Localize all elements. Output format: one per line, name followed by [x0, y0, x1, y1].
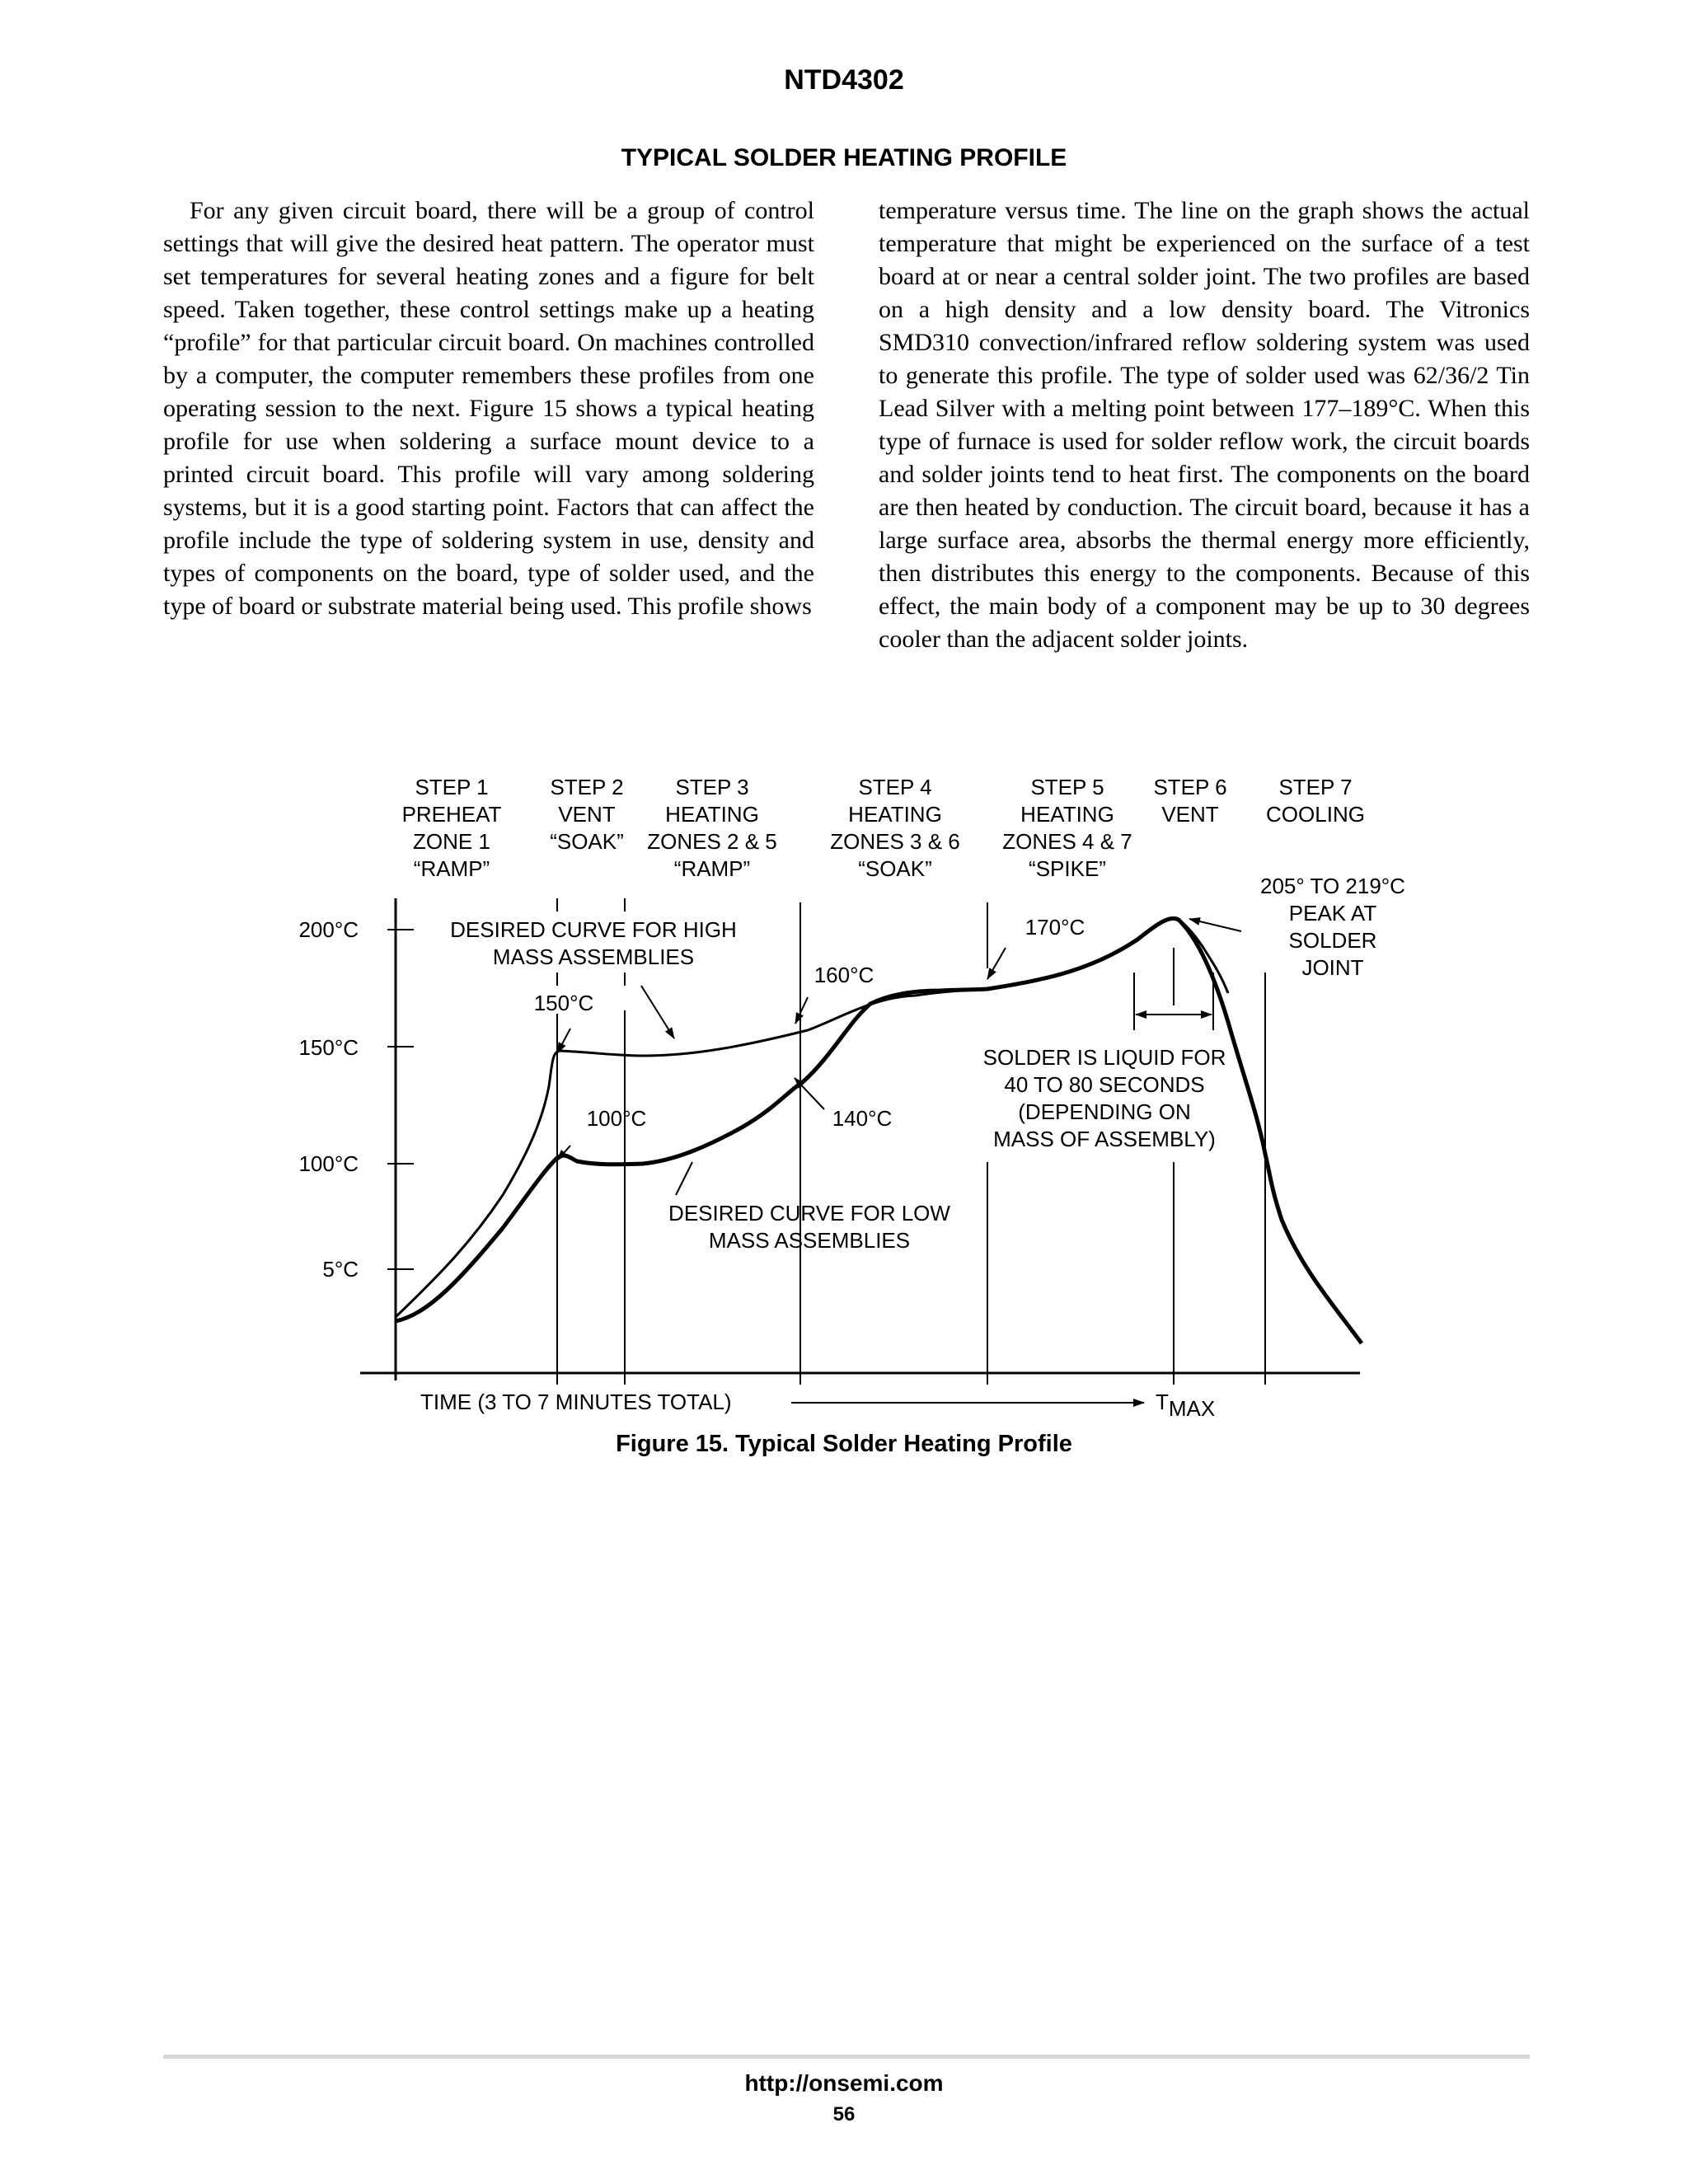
body-column-right — [879, 194, 1530, 656]
step-4-line-2: HEATING — [848, 802, 942, 827]
step-3-line-3: ZONES 2 & 5 — [647, 829, 777, 854]
step-5-line-1: STEP 5 — [1030, 775, 1104, 799]
step-7-line-2: COOLING — [1266, 802, 1365, 827]
step-5-line-2: HEATING — [1020, 802, 1114, 827]
high-mass-label-1: DESIRED CURVE FOR HIGH — [450, 917, 737, 942]
step-3-line-2: HEATING — [665, 802, 759, 827]
low-mass-leader — [676, 1162, 692, 1195]
tmax-label — [1156, 1390, 1215, 1421]
high-mass-arrow — [641, 986, 674, 1038]
step-5-line-3: ZONES 4 & 7 — [1002, 829, 1132, 854]
step-3-line-4: “RAMP” — [673, 856, 751, 881]
y-axis-ticks — [298, 917, 359, 1282]
t140-arrow — [795, 1078, 824, 1109]
footer-divider — [163, 2055, 1530, 2059]
step-6-line-1: STEP 6 — [1153, 775, 1227, 799]
step-4-line-1: STEP 4 — [858, 775, 932, 799]
t150-arrow — [557, 1029, 570, 1053]
temp-170-label: 170°C — [1025, 915, 1085, 940]
step-5-line-4: “SPIKE” — [1029, 856, 1106, 881]
y-tick-150: 150°C — [298, 1035, 359, 1060]
liquid-label-4: MASS OF ASSEMBLY) — [993, 1127, 1216, 1151]
page-number: 56 — [832, 2103, 856, 2125]
liquid-label-3: (DEPENDING ON — [1018, 1099, 1191, 1124]
peak-label-2: PEAK AT — [1288, 901, 1377, 926]
step-4-line-3: ZONES 3 & 6 — [830, 829, 960, 854]
peak-arrow — [1189, 919, 1241, 931]
body-column-left — [163, 194, 814, 623]
high-mass-label-2: MASS ASSEMBLIES — [492, 944, 695, 969]
tmax-main: T — [1156, 1390, 1169, 1414]
annotations — [450, 874, 1405, 1253]
temp-150-label: 150°C — [533, 991, 594, 1015]
t160-arrow — [795, 997, 808, 1024]
peak-label-3: SOLDER — [1288, 928, 1377, 953]
peak-label-4: JOINT — [1301, 955, 1364, 980]
step-2-line-3: “SOAK” — [550, 829, 624, 854]
y-tick-100: 100°C — [298, 1151, 359, 1176]
low-mass-curve — [396, 918, 1362, 1343]
t170-arrow — [987, 948, 1006, 979]
low-mass-label-2: MASS ASSEMBLIES — [708, 1228, 911, 1253]
tmax-sub: MAX — [1168, 1396, 1216, 1421]
step-1-line-1: STEP 1 — [415, 775, 489, 799]
step-2-line-1: STEP 2 — [550, 775, 624, 799]
y-tick-200: 200°C — [298, 917, 359, 942]
y-tick-5: 5°C — [322, 1257, 359, 1282]
step-1-line-2: PREHEAT — [401, 802, 502, 827]
peak-label-1: 205° TO 219°C — [1260, 874, 1405, 898]
step-1-line-3: ZONE 1 — [413, 829, 490, 854]
step-7-line-1: STEP 7 — [1278, 775, 1353, 799]
y-tick-marks — [387, 930, 414, 1269]
step-6-line-2: VENT — [1161, 802, 1219, 827]
x-axis-label: TIME (3 TO 7 MINUTES TOTAL) — [420, 1390, 732, 1414]
liquid-label-1: SOLDER IS LIQUID FOR — [982, 1045, 1226, 1070]
footer-url[interactable]: http://onsemi.com — [744, 2070, 944, 2096]
paragraph-right: temperature versus time. The line on the graph shows the actual temperature that might be experienced on the surface of a test board at or near a central solder joint. The two profiles are based on a high density and a low density board. The Vitronics SMD310 convection/infrared reflow soldering system was used to generate this profile. The type of solder used was 62/36/2 Tin Lead Silver with a melting point between 177–189°C. When this type of furnace is used for solder reflow work, the circuit boards and solder joints tend to heat first. The components on the board are then heated by conduction. The circuit board, because it has a large surface area, absorbs the thermal energy more efficiently, then distributes this energy to the components. Because of this effect, the main body of a component may be up to 30 degrees cooler than the adjacent solder joints. — [879, 197, 1530, 653]
step-labels — [402, 775, 1365, 881]
section-title: TYPICAL SOLDER HEATING PROFILE — [621, 144, 1067, 171]
paragraph-left: For any given circuit board, there will be a group of control settings that will give the desired heat pattern. The operator must set temperatures for several heating zones and a figure for belt speed. Taken together, these control settings make up a heating “profile” for that particular circuit board. On machines controlled by a computer, the computer remembers these profiles from one operating session to the next. Figure 15 shows a typical heating profile for use when soldering a surface mount device to a printed circuit board. This profile will vary among soldering systems, but it is a good starting point. Factors that can affect the profile include the type of soldering system in use, density and types of components on the board, type of solder used, and the type of board or substrate material being used. This profile shows — [163, 197, 814, 620]
low-mass-label-1: DESIRED CURVE FOR LOW — [668, 1201, 950, 1226]
step-4-line-4: “SOAK” — [858, 856, 932, 881]
temp-100-label: 100°C — [586, 1106, 647, 1131]
step-2-line-2: VENT — [558, 802, 616, 827]
figure-caption: Figure 15. Typical Solder Heating Profile — [616, 1431, 1072, 1457]
temp-140-label: 140°C — [832, 1106, 893, 1131]
temp-160-label: 160°C — [814, 963, 874, 987]
step-1-line-4: “RAMP” — [413, 856, 490, 881]
step-3-line-1: STEP 3 — [675, 775, 749, 799]
page-header-part-number: NTD4302 — [784, 64, 904, 96]
solder-profile-figure — [280, 766, 1418, 1426]
liquid-label-2: 40 TO 80 SECONDS — [1004, 1072, 1205, 1097]
